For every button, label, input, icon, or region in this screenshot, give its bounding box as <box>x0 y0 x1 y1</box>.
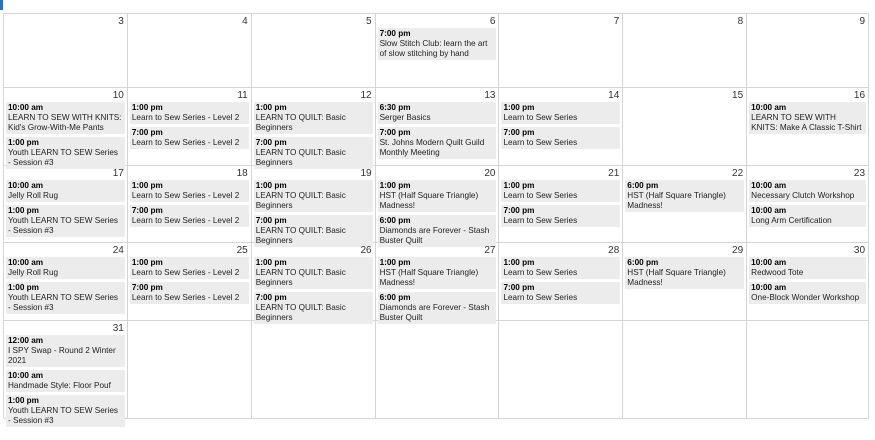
event-title[interactable]: Long Arm Certification <box>751 216 832 225</box>
calendar-day-cell[interactable] <box>499 243 623 321</box>
event-title[interactable]: Learn to Sew Series - Level 2 <box>131 138 240 147</box>
calendar-day-cell[interactable] <box>252 321 376 419</box>
day-number[interactable]: 3 <box>118 16 124 27</box>
day-number[interactable]: 21 <box>608 168 620 179</box>
calendar-event[interactable] <box>501 127 620 150</box>
event-title[interactable]: Learn to Sew Series - Level 2 <box>131 216 240 225</box>
event-time: 1:00 pm <box>503 103 535 112</box>
day-number[interactable]: 30 <box>853 245 866 256</box>
event-time: 1:00 pm <box>131 258 163 267</box>
event-time: 7:00 pm <box>255 293 287 302</box>
day-number[interactable]: 12 <box>360 90 372 101</box>
day-number[interactable]: 16 <box>853 90 866 101</box>
day-number[interactable]: 19 <box>360 168 372 179</box>
day-number[interactable]: 28 <box>608 245 620 256</box>
calendar-event[interactable] <box>625 257 744 290</box>
event-title[interactable]: Learn to Sew Series - Level 2 <box>131 293 240 302</box>
event-title[interactable]: HST (Half Square Triangle) Madness! <box>379 191 479 210</box>
calendar-event[interactable] <box>501 102 620 125</box>
calendar-day-cell[interactable] <box>252 14 376 88</box>
event-time: 10:00 am <box>751 103 787 112</box>
event-time: 1:00 pm <box>503 258 535 267</box>
event-title[interactable]: Youth LEARN TO SEW Series - Session #3 <box>8 148 118 167</box>
calendar-event[interactable] <box>378 257 497 290</box>
calendar-day-cell[interactable] <box>128 243 252 321</box>
day-number[interactable]: 8 <box>737 16 744 27</box>
calendar-day-cell[interactable] <box>4 321 128 425</box>
event-title[interactable]: Slow Stitch Club: learn the art of slow stitching by hand <box>379 39 488 58</box>
event-title[interactable]: Youth LEARN TO SEW Series - Session #3 <box>8 216 118 235</box>
day-number[interactable]: 9 <box>859 16 866 27</box>
event-time: 10:00 am <box>751 258 787 267</box>
event-title[interactable]: Necessary Clutch Workshop <box>751 191 855 200</box>
event-time: 10:00 am <box>751 206 787 215</box>
event-time: 10:00 am <box>8 258 44 267</box>
calendar-event[interactable] <box>130 102 249 125</box>
calendar-day-cell[interactable] <box>376 243 500 321</box>
calendar-day-cell[interactable] <box>623 14 747 88</box>
day-number[interactable]: 26 <box>360 245 372 256</box>
event-title[interactable]: LEARN TO QUILT: Basic Beginners <box>255 191 346 210</box>
event-time: 6:00 pm <box>379 216 411 225</box>
event-title[interactable]: LEARN TO QUILT: Basic Beginners <box>255 113 346 132</box>
day-number[interactable]: 6 <box>489 16 496 27</box>
event-title[interactable]: Learn to Sew Series <box>503 268 578 277</box>
event-title[interactable]: Jelly Roll Rug <box>8 191 59 200</box>
calendar-day-cell[interactable] <box>128 14 252 88</box>
event-title[interactable]: LEARN TO QUILT: Basic Beginners <box>255 226 346 245</box>
calendar-day-cell[interactable] <box>4 166 128 243</box>
calendar-event[interactable] <box>749 282 866 305</box>
calendar-event[interactable] <box>749 102 866 135</box>
event-title[interactable]: Learn to Sew Series - Level 2 <box>131 191 240 200</box>
event-time: 1:00 pm <box>8 206 39 215</box>
event-title[interactable]: I SPY Swap - Round 2 Winter 2021 <box>8 346 116 365</box>
event-time: 1:00 pm <box>503 181 535 190</box>
calendar-event[interactable] <box>749 180 866 203</box>
event-title[interactable]: LEARN TO QUILT: Basic Beginners <box>255 148 346 167</box>
day-number[interactable]: 20 <box>484 168 496 179</box>
calendar-day-cell[interactable] <box>623 166 747 243</box>
calendar-event[interactable] <box>6 395 125 428</box>
event-time: 1:00 pm <box>255 103 287 112</box>
calendar-day-cell[interactable] <box>252 166 376 243</box>
event-time: 1:00 pm <box>255 181 287 190</box>
calendar-event[interactable] <box>378 180 497 213</box>
calendar-event[interactable] <box>130 257 249 280</box>
event-title[interactable]: Diamonds are Forever - Stash Buster Quilt <box>379 303 490 322</box>
day-number[interactable]: 14 <box>608 90 620 101</box>
event-title[interactable]: Learn to Sew Series <box>503 216 578 225</box>
event-time: 1:00 pm <box>379 181 411 190</box>
event-time: 12:00 am <box>8 336 44 345</box>
event-title[interactable]: Redwood Tote <box>751 268 804 277</box>
day-number[interactable]: 23 <box>853 168 866 179</box>
calendar-day-cell[interactable] <box>623 243 747 321</box>
calendar-day-cell[interactable] <box>4 243 128 321</box>
event-time: 10:00 am <box>751 283 787 292</box>
calendar-week-row <box>4 321 869 425</box>
event-title[interactable]: Youth LEARN TO SEW Series - Session #3 <box>8 406 118 425</box>
event-time: 7:00 pm <box>379 29 411 38</box>
calendar-day-cell[interactable] <box>4 14 128 88</box>
event-time: 6:00 pm <box>627 258 659 267</box>
event-time: 10:00 am <box>8 181 44 190</box>
calendar-event[interactable] <box>130 205 249 228</box>
month-calendar-grid <box>3 13 869 425</box>
event-title[interactable]: LEARN TO QUILT: Basic Beginners <box>255 268 346 287</box>
calendar-event[interactable] <box>501 205 620 228</box>
event-title[interactable]: Learn to Sew Series <box>503 113 578 122</box>
day-number[interactable]: 11 <box>237 90 248 101</box>
calendar-day-cell[interactable] <box>499 88 623 166</box>
event-time: 10:00 am <box>8 371 44 380</box>
event-title[interactable]: Learn to Sew Series - Level 2 <box>131 268 240 277</box>
event-title[interactable]: Jelly Roll Rug <box>8 268 59 277</box>
calendar-event[interactable] <box>378 102 497 125</box>
event-title[interactable]: HST (Half Square Triangle) Madness! <box>379 268 479 287</box>
calendar-day-cell[interactable] <box>376 166 500 243</box>
calendar-event[interactable] <box>6 335 125 368</box>
calendar-event[interactable] <box>378 28 497 61</box>
calendar-event[interactable] <box>378 127 497 160</box>
day-number[interactable]: 10 <box>112 90 124 101</box>
event-time: 7:00 pm <box>379 128 411 137</box>
calendar-event[interactable] <box>6 257 125 280</box>
calendar-day-cell[interactable] <box>623 321 747 419</box>
event-time: 7:00 pm <box>503 128 535 137</box>
calendar-week-row <box>4 166 869 243</box>
calendar-day-cell[interactable] <box>252 88 376 166</box>
calendar-event[interactable] <box>625 180 744 213</box>
calendar-day-cell[interactable] <box>747 14 869 88</box>
calendar-day-cell[interactable] <box>623 88 747 166</box>
calendar-day-cell[interactable] <box>747 243 869 321</box>
day-number[interactable]: 24 <box>112 245 124 256</box>
event-time: 6:00 pm <box>379 293 411 302</box>
calendar-event[interactable] <box>6 205 125 238</box>
calendar-event[interactable] <box>6 282 125 315</box>
selection-marker <box>0 0 3 10</box>
calendar-event[interactable] <box>501 257 620 280</box>
day-number[interactable]: 22 <box>732 168 744 179</box>
event-time: 1:00 pm <box>8 396 39 405</box>
calendar-event[interactable] <box>254 257 373 290</box>
event-time: 10:00 am <box>8 103 44 112</box>
event-title[interactable]: Learn to Sew Series <box>503 293 578 302</box>
day-number[interactable]: 31 <box>112 323 124 334</box>
calendar-day-cell[interactable] <box>499 14 623 88</box>
calendar-week-row <box>4 14 869 88</box>
calendar-event[interactable] <box>254 102 373 135</box>
day-number[interactable]: 4 <box>242 16 248 27</box>
calendar-day-cell[interactable] <box>4 88 128 166</box>
calendar-day-cell[interactable] <box>376 321 500 419</box>
calendar-event[interactable] <box>6 180 125 203</box>
event-title[interactable]: LEARN TO SEW WITH KNITS: Make A Classic T-Shirt <box>751 113 862 132</box>
calendar-event[interactable] <box>501 282 620 305</box>
event-time: 1:00 pm <box>8 283 39 292</box>
calendar-event[interactable] <box>6 370 125 393</box>
event-time: 7:00 pm <box>131 128 163 137</box>
event-time: 1:00 pm <box>8 138 39 147</box>
calendar-day-cell[interactable] <box>376 14 500 88</box>
event-time: 6:30 pm <box>379 103 411 112</box>
calendar-day-cell[interactable] <box>376 88 500 166</box>
event-title[interactable]: St. Johns Modern Quilt Guild Monthly Meeting <box>379 138 485 157</box>
day-number[interactable]: 27 <box>484 245 496 256</box>
calendar-day-cell[interactable] <box>128 166 252 243</box>
event-time: 7:00 pm <box>503 206 535 215</box>
day-number[interactable]: 29 <box>732 245 744 256</box>
calendar-day-cell[interactable] <box>747 166 869 243</box>
event-title[interactable]: HST (Half Square Triangle) Madness! <box>627 268 726 287</box>
calendar-day-cell[interactable] <box>499 321 623 419</box>
event-time: 1:00 pm <box>379 258 411 267</box>
event-time: 1:00 pm <box>131 103 163 112</box>
event-time: 7:00 pm <box>131 206 163 215</box>
calendar-event[interactable] <box>130 282 249 305</box>
calendar-event[interactable] <box>130 180 249 203</box>
calendar-week-row <box>4 243 869 321</box>
calendar-event[interactable] <box>749 257 866 280</box>
day-number[interactable]: 15 <box>732 90 744 101</box>
calendar-day-cell[interactable] <box>747 88 869 166</box>
event-title[interactable]: Learn to Sew Series <box>503 191 578 200</box>
event-title[interactable]: Serger Basics <box>379 113 431 122</box>
day-number[interactable]: 5 <box>366 16 372 27</box>
calendar-event[interactable] <box>130 127 249 150</box>
day-number[interactable]: 18 <box>236 168 248 179</box>
event-title[interactable]: LEARN TO SEW WITH KNITS: Kid's Grow-With-Me Pants <box>8 113 122 132</box>
event-title[interactable]: Learn to Sew Series <box>503 138 578 147</box>
event-title[interactable]: Handmade Style: Floor Pouf <box>8 381 111 390</box>
day-number[interactable]: 13 <box>484 90 496 101</box>
event-time: 10:00 am <box>751 181 787 190</box>
event-title[interactable]: Youth LEARN TO SEW Series - Session #3 <box>8 293 118 312</box>
event-title[interactable]: Learn to Sew Series - Level 2 <box>131 113 240 122</box>
event-title[interactable]: One-Block Wonder Workshop <box>751 293 860 302</box>
calendar-event[interactable] <box>749 205 866 228</box>
calendar-week-row <box>4 88 869 166</box>
event-time: 7:00 pm <box>255 216 287 225</box>
event-time: 7:00 pm <box>131 283 163 292</box>
event-time: 7:00 pm <box>255 138 287 147</box>
event-time: 1:00 pm <box>131 181 163 190</box>
calendar-day-cell[interactable] <box>252 243 376 321</box>
event-title[interactable]: LEARN TO QUILT: Basic Beginners <box>255 303 346 322</box>
calendar-event[interactable] <box>501 180 620 203</box>
event-title[interactable]: HST (Half Square Triangle) Madness! <box>627 191 726 210</box>
calendar-day-cell[interactable] <box>128 321 252 419</box>
calendar-day-cell[interactable] <box>499 166 623 243</box>
event-time: 7:00 pm <box>503 283 535 292</box>
calendar-event[interactable] <box>6 102 125 135</box>
event-time: 1:00 pm <box>255 258 287 267</box>
day-number[interactable]: 25 <box>236 245 248 256</box>
calendar-event[interactable] <box>254 180 373 213</box>
event-time: 6:00 pm <box>627 181 659 190</box>
calendar-day-cell[interactable] <box>747 321 869 419</box>
event-title[interactable]: Diamonds are Forever - Stash Buster Quilt <box>379 226 490 245</box>
calendar-day-cell[interactable] <box>128 88 252 166</box>
day-number[interactable]: 17 <box>112 168 124 179</box>
day-number[interactable]: 7 <box>613 16 620 27</box>
